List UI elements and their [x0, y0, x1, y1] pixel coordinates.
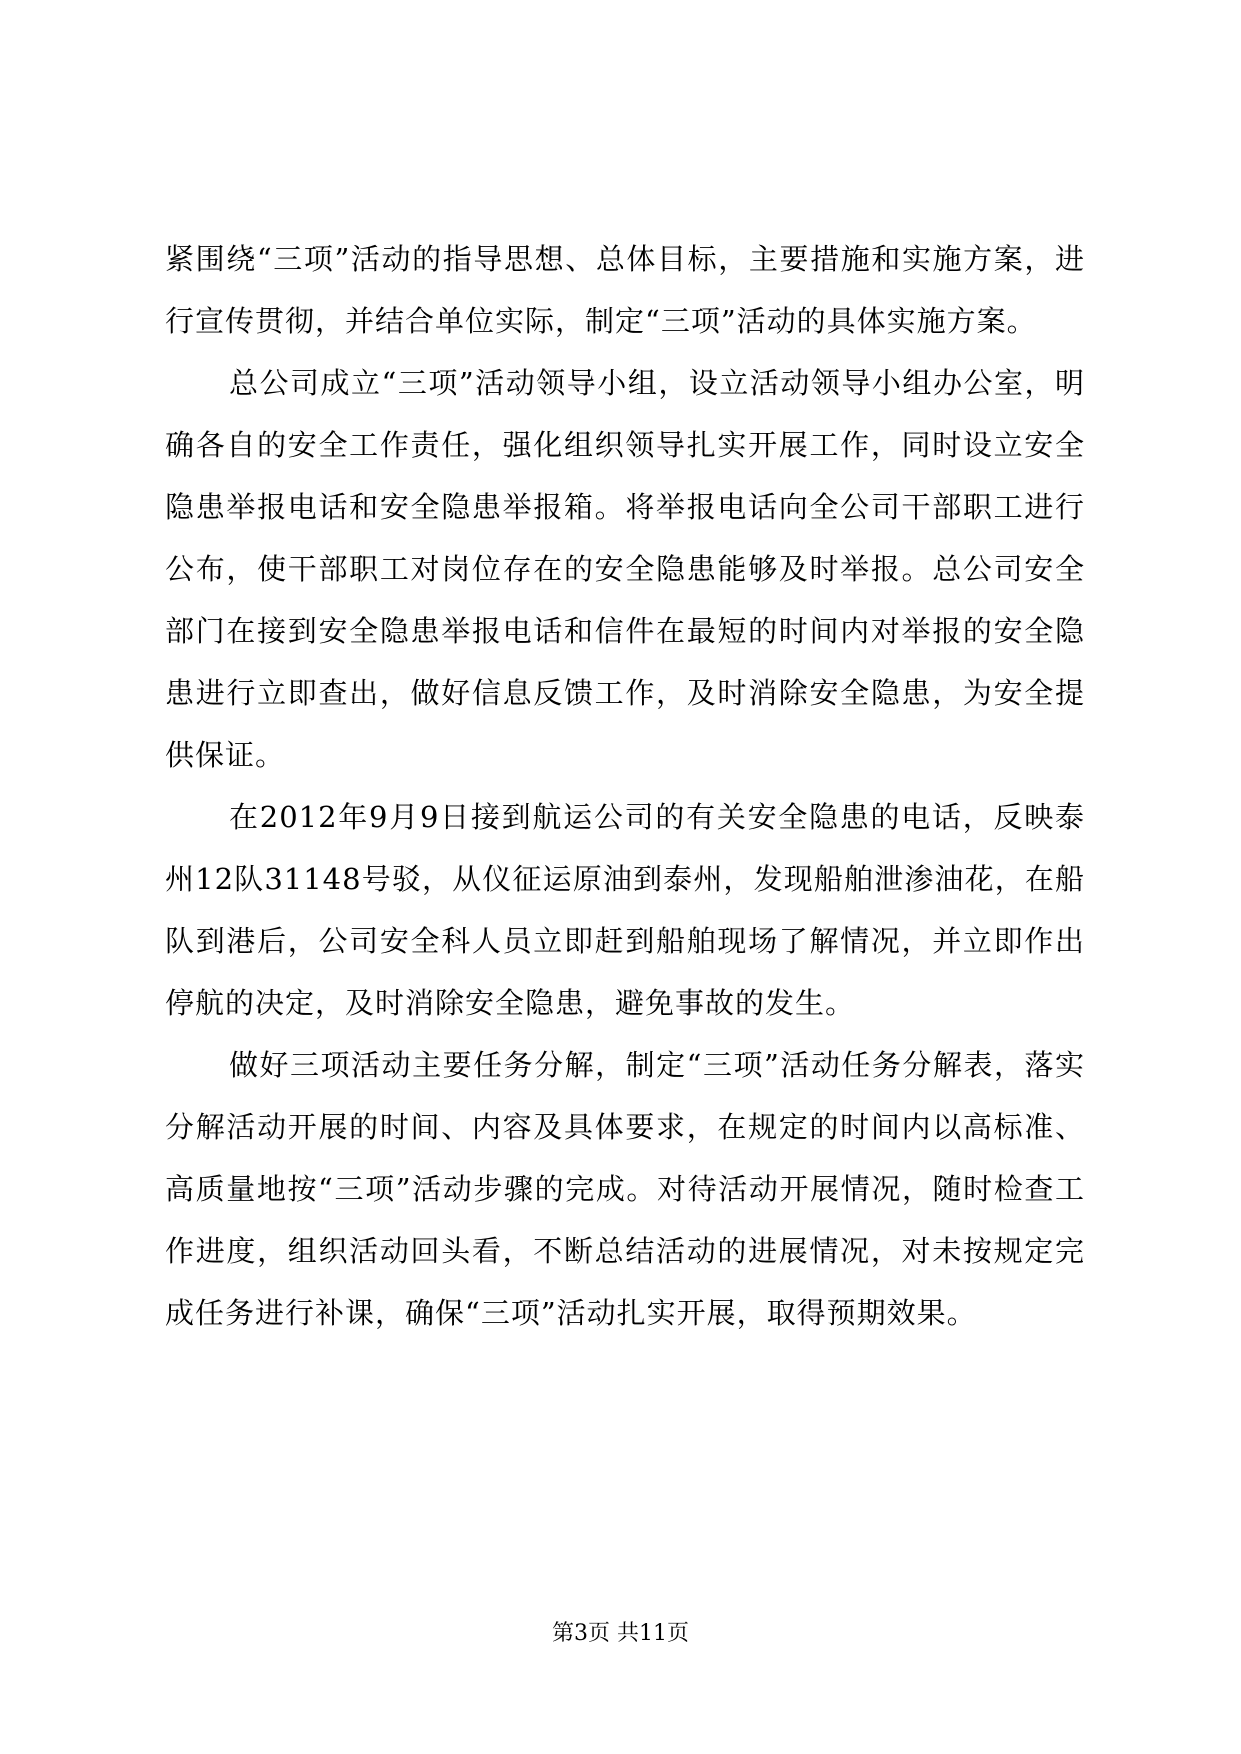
- paragraph-task-breakdown: 做好三项活动主要任务分解，制定“三项”活动任务分解表，落实分解活动开展的时间、内容及具体要求，在规定的时间内以高标准、高质量地按“三项”活动步骤的完成。对待活动开展情况，随时检查工作进度，组织活动回头看，不断总结活动的进展情况，对未按规定完成任务进行补课，确保“三项”活动扎实开展，取得预期效果。: [165, 1048, 1085, 1330]
- page-number-footer: 第3页 共11页: [552, 1621, 689, 1646]
- paragraph-leadership-group: 总公司成立“三项”活动领导小组，设立活动领导小组办公室，明确各自的安全工作责任，强化组织领导扎实开展工作，同时设立安全隐患举报电话和安全隐患举报箱。将举报电话向全公司干部职工进行公布，使干部职工对岗位存在的安全隐患能够及时举报。总公司安全部门在接到安全隐患举报电话和信件在最短的时间内对举报的安全隐患进行立即查出，做好信息反馈工作，及时消除安全隐患，为安全提供保证。: [165, 366, 1085, 772]
- document-body: [165, 228, 1085, 1344]
- paragraph-continuation: 紧围绕“三项”活动的指导思想、总体目标，主要措施和实施方案，进行宣传贯彻，并结合单位实际，制定“三项”活动的具体实施方案。: [165, 242, 1085, 338]
- paragraph-incident-report: 在2012年9月9日接到航运公司的有关安全隐患的电话，反映泰州12队31148号驳，从仪征运原油到泰州，发现船舶泄渗油花，在船队到港后，公司安全科人员立即赶到船舶现场了解情况，并立即作出停航的决定，及时消除安全隐患，避免事故的发生。: [165, 800, 1085, 1020]
